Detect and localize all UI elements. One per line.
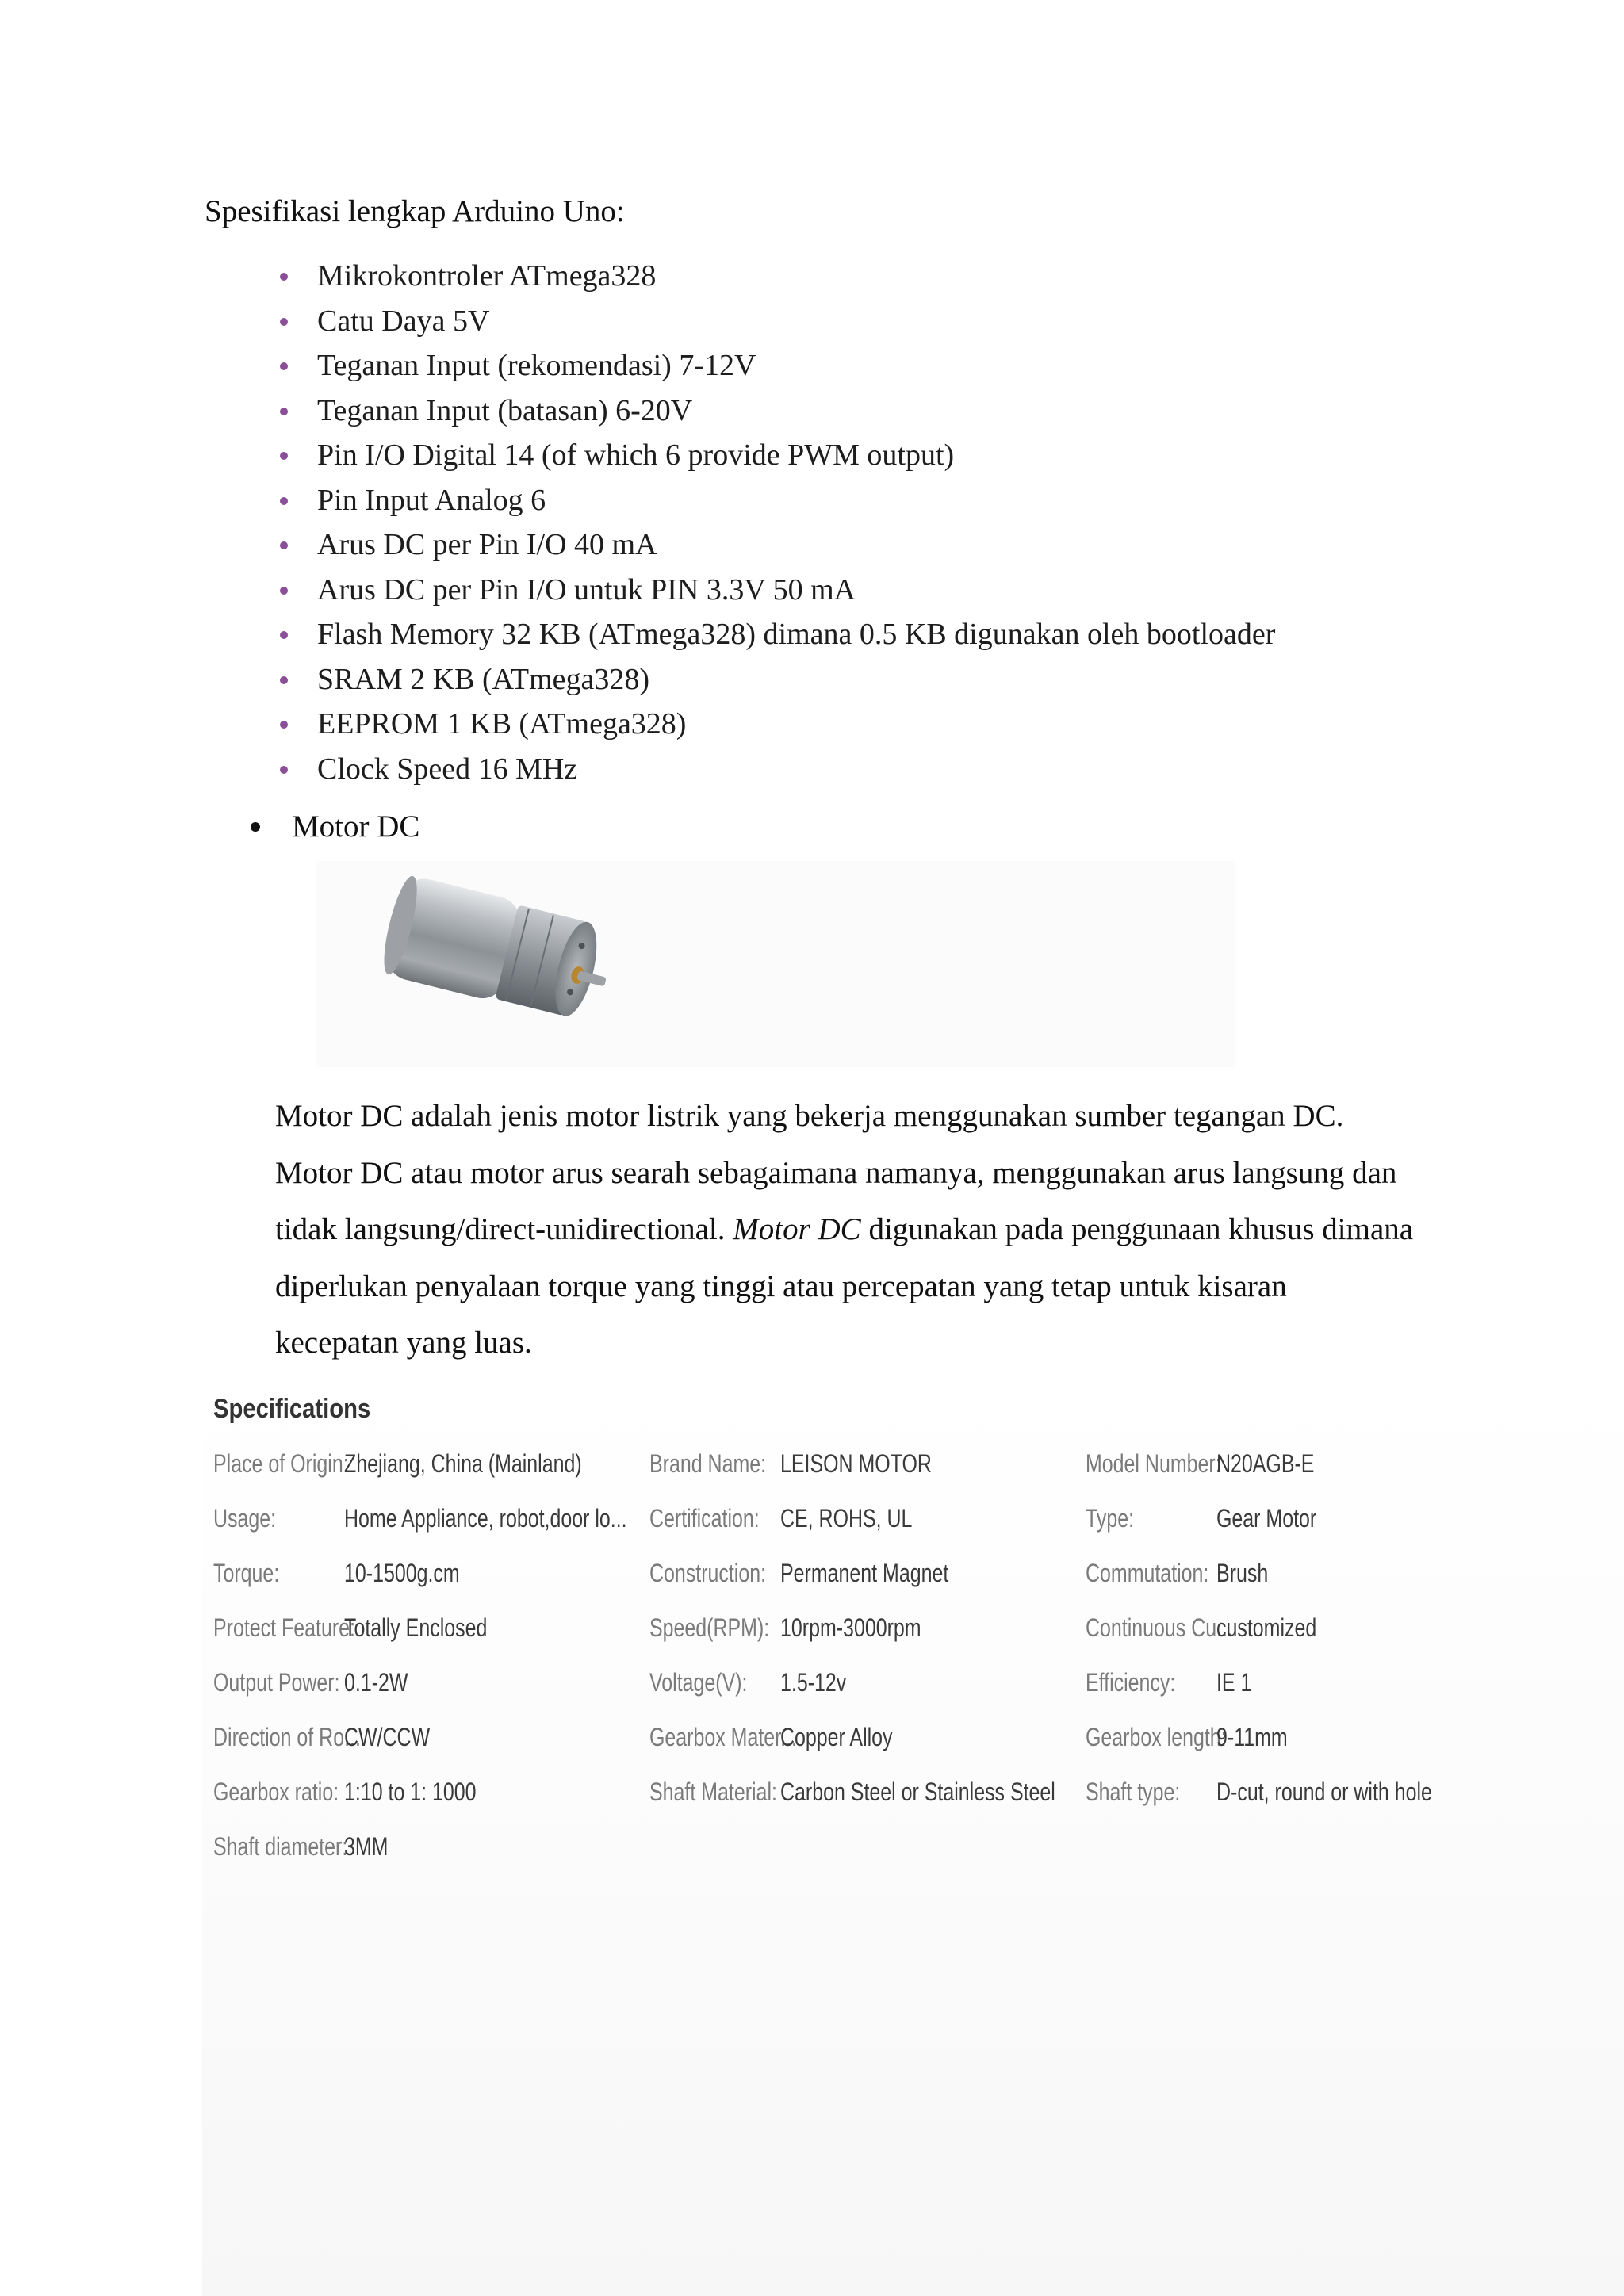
spec-value: CE, ROHS, UL [780, 1504, 913, 1533]
arduino-spec-item [278, 747, 1275, 792]
spec-label: Speed(RPM): [649, 1613, 770, 1642]
spec-value: 0.1-2W [344, 1668, 408, 1697]
motor-specifications-panel [202, 1380, 1624, 2296]
spec-label: Gearbox ratio: [213, 1777, 339, 1806]
spec-label: Continuous Cu... [1086, 1613, 1233, 1642]
arduino-spec-item [278, 522, 1275, 568]
motor-dc-description [275, 1088, 1417, 1372]
arduino-spec-text: SRAM 2 KB (ATmega328) [317, 662, 650, 696]
spec-value: Permanent Magnet [780, 1559, 949, 1587]
spec-label: Shaft diameter: [213, 1832, 348, 1861]
arduino-spec-item [278, 254, 1275, 299]
arduino-spec-text: Arus DC per Pin I/O 40 mA [317, 528, 657, 561]
spec-label: Shaft Material: [649, 1777, 777, 1806]
spec-label: Gearbox Mater... [649, 1723, 797, 1751]
spec-value: Gear Motor [1216, 1504, 1317, 1533]
spec-label: Torque: [213, 1559, 280, 1587]
motor-desc-part2: digunakan pada penggunaan khusus dimana diperlukan penyalaan torque yang tinggi atau percepatan yang tetap untuk kisaran kecepatan yang luas. [275, 1212, 1414, 1360]
bullet-icon [280, 497, 288, 505]
arduino-spec-item [278, 702, 1275, 747]
spec-value: D-cut, round or with hole [1216, 1777, 1432, 1806]
spec-value: 9-11mm [1216, 1723, 1288, 1751]
bullet-icon [280, 587, 288, 595]
spec-value: Copper Alloy [780, 1723, 893, 1751]
arduino-spec-text: Flash Memory 32 KB (ATmega328) dimana 0.5 KB digunakan oleh bootloader [317, 618, 1276, 651]
spec-value: Home Appliance, robot,door lo... [344, 1504, 627, 1533]
bullet-icon [280, 676, 288, 684]
bullet-icon [280, 541, 288, 549]
spec-label: Certification: [649, 1504, 760, 1533]
arduino-spec-text: Clock Speed 16 MHz [317, 752, 578, 786]
bullet-icon [280, 362, 288, 370]
arduino-spec-text: Teganan Input (batasan) 6-20V [317, 393, 693, 427]
arduino-spec-item [278, 612, 1275, 657]
bullet-icon [280, 766, 288, 774]
spec-value: 10rpm-3000rpm [780, 1613, 921, 1642]
spec-value: Totally Enclosed [344, 1613, 488, 1642]
bullet-icon [251, 822, 260, 832]
spec-table-row [213, 1723, 1561, 1755]
spec-label: Protect Feature: [213, 1613, 355, 1642]
spec-value: CW/CCW [344, 1723, 431, 1751]
spec-value: IE 1 [1216, 1668, 1252, 1697]
arduino-spec-text: Pin Input Analog 6 [317, 483, 546, 517]
bullet-icon [280, 631, 288, 639]
arduino-spec-item [278, 657, 1275, 702]
motor-desc-italic: Motor DC [733, 1212, 861, 1246]
spec-label: Construction: [649, 1559, 767, 1587]
spec-table-row [213, 1832, 1561, 1864]
bullet-icon [280, 273, 288, 281]
spec-label: Output Power: [213, 1668, 340, 1697]
spec-value: 1:10 to 1: 1000 [344, 1777, 477, 1806]
motor-dc-image [316, 861, 1235, 1067]
spec-label: Place of Origin: [213, 1449, 349, 1478]
motor-desc-part1: Motor DC adalah jenis motor listrik yang bekerja menggunakan sumber tegangan DC. Motor DC atau motor arus searah sebagaimana namanya, menggunakan arus langsung dan tidak langsung/direct-unidirectional. [275, 1099, 1397, 1246]
arduino-spec-title: Spesifikasi lengkap Arduino Uno: [205, 194, 625, 228]
spec-label: Shaft type: [1086, 1777, 1181, 1806]
spec-table-row [213, 1668, 1561, 1700]
spec-value: N20AGB-E [1216, 1449, 1315, 1478]
bullet-icon [280, 721, 288, 729]
spec-label: Commutation: [1086, 1559, 1209, 1587]
arduino-spec-item [278, 388, 1275, 434]
spec-label: Model Number: [1086, 1449, 1221, 1478]
arduino-spec-text: Mikrokontroler ATmega328 [317, 259, 657, 293]
spec-table-row [213, 1613, 1561, 1645]
spec-label: Voltage(V): [649, 1668, 748, 1697]
spec-label: Gearbox length: [1086, 1723, 1227, 1751]
spec-value: LEISON MOTOR [780, 1449, 932, 1478]
arduino-spec-text: Arus DC per Pin I/O untuk PIN 3.3V 50 mA [317, 572, 856, 607]
motor-dc-heading [251, 809, 419, 844]
motor-dc-illustration [316, 861, 1235, 1067]
spec-table-row [213, 1449, 1561, 1481]
spec-table-row [213, 1504, 1561, 1536]
specifications-heading: Specifications [213, 1394, 371, 1424]
spec-value: 10-1500g.cm [344, 1559, 460, 1587]
spec-value: Carbon Steel or Stainless Steel [780, 1777, 1055, 1806]
arduino-spec-item [278, 343, 1275, 388]
spec-value: customized [1216, 1613, 1317, 1642]
arduino-spec-list [278, 254, 1275, 791]
spec-table-row [213, 1559, 1561, 1590]
arduino-spec-item [278, 433, 1275, 478]
spec-label: Efficiency: [1086, 1668, 1176, 1697]
spec-value: Zhejiang, China (Mainland) [344, 1449, 582, 1478]
spec-value: 1.5-12v [780, 1668, 847, 1697]
spec-value: 3MM [344, 1832, 389, 1861]
spec-label: Usage: [213, 1504, 277, 1533]
bullet-icon [280, 408, 288, 415]
spec-value: Brush [1216, 1559, 1269, 1587]
spec-label: Type: [1086, 1504, 1135, 1533]
arduino-spec-item [278, 568, 1275, 613]
spec-table-row [213, 1777, 1561, 1809]
arduino-spec-item [278, 299, 1275, 344]
arduino-spec-item [278, 478, 1275, 523]
motor-dc-heading-text: Motor DC [292, 809, 420, 844]
arduino-spec-text: EEPROM 1 KB (ATmega328) [317, 707, 687, 740]
arduino-spec-text: Pin I/O Digital 14 (of which 6 provide PWM output) [317, 438, 955, 472]
bullet-icon [280, 318, 288, 326]
arduino-spec-text: Catu Daya 5V [317, 304, 490, 338]
bullet-icon [280, 452, 288, 460]
spec-label: Brand Name: [649, 1449, 767, 1478]
spec-label: Direction of Ro... [213, 1723, 361, 1751]
arduino-spec-text: Teganan Input (rekomendasi) 7-12V [317, 349, 756, 382]
